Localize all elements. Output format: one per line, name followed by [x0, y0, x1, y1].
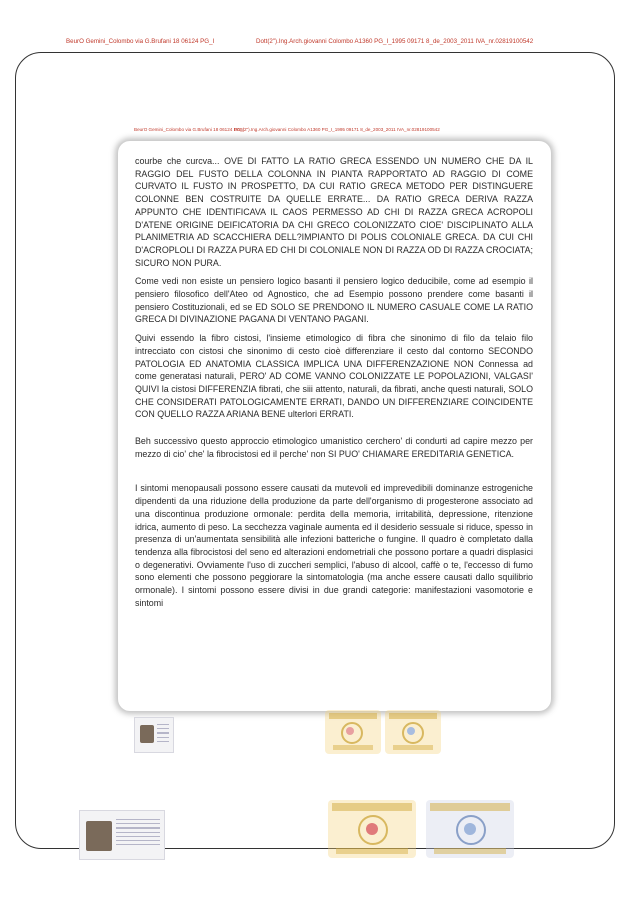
- page-header: [66, 38, 608, 50]
- paragraph-2: Come vedi non esiste un pensiero logico basanti il pensiero logico deducibile, come ad esempio il pensiero filosofico dell'Ateo od Agnostico, che ad Esempio possono prendere come basanti il pensiero Costituzionali, ed se ED SOLO SE PRENDONO IL NUMERO CASUALE COME LA RATIO GRECA DI DIVINAZIONE PAGANA DI VENTANO PAGANI.: [135, 276, 533, 325]
- header-right: Dott(2").Ing.Arch.giovanni Colombo A1360 PG_I_1995 09171 8_de_2003_2011 IVA_nr.02819100542: [256, 38, 534, 45]
- inner-page-header: [134, 127, 440, 137]
- inner-header-left: BeurO Gemini_Colombo via G.Brufani 18 06124 PG_I: [134, 127, 245, 132]
- seal-stamp-red-icon: [325, 710, 381, 754]
- paragraph-5: I sintomi menopausali possono essere causati da mutevoli ed imprevedibili dominanze estrogeniche dipendenti da una riduzione della produzione da parte dell'organismo di progesterone associato ad una discontinua produzione ormonale: perdita della memoria, irritabilità, depressione, ritenzione idrica, aumento di peso. La secchezza vaginale aumenta ed il desiderio sessuale si riduce, spesso in presenza di un'aumentata sensibilità alle infezioni batteriche o fungine. Il quadro è completato dalla tendenza alla fibrocistosi del seno ed alterazioni endometriali che possono portare a quadri displasici o degenerativi. Ovviamente l'uso di zuccheri semplici, l'abuso di alcool, caffè o te, l'eccesso di fumo sono elementi che possono peggiorare la sintomatologia (ma anche essere causati dallo squilibrio ormonale). I sintomi possono essere divisi in due grandi categorie: manifestazioni vasomotorie e sintomi: [135, 483, 533, 608]
- portrait-photo: [140, 725, 154, 743]
- paragraph-3: Quivi essendo la fibro cistosi, l'insieme etimologico di fibra che sinonimo di filo da telaio filo intrecciato con cistosi che sinonimo di cesto cioè differenziare il cesto dal contorno SECONDO PATOLOGIA ED ANATOMIA CLASSICA IMPLICA UNA DIFFERENZAZIONE NON Connessa ad come generatasi naturali, PERO' AD COME VANNO COLONIZZATE LE POPOLAZIONI, VALGASI' QUIVI la cistosi DIFFERENZIA fibrati, che siii attento, naturali, da fibrati, anche questi naturali, SOLO CHE CONSIDERATI PATOLOGICAMENTE ERRATI, DANDO UN DIFFERENZIARE COINCIDENTE CON QUELLO RAZZA ARIANA BENE ulterlori ERRATI.: [135, 333, 533, 420]
- seal-stamp-blue-icon: [385, 710, 441, 754]
- inner-header-right: Dott(2").Ing.Arch.giovanni Colombo A1360 PG_I_1995 09171 8_de_2003_2011 IVA_nr.02819100542: [234, 127, 440, 132]
- document-page: [118, 141, 551, 711]
- portrait-photo-large: [86, 821, 112, 851]
- paragraph-4: Beh successivo questo approccio etimologico umanistico cerchero' di condurti ad capire mezzo per mezzo di cio' che' la fibrocistosi ed il perche' non SI PUO' CHIAMARE EREDITARIA GENETICA.: [135, 436, 533, 459]
- seal-stamp-red-large-icon: [328, 800, 416, 858]
- id-card-stamp-large-icon: [79, 810, 165, 860]
- paragraph-1: courbe che curcva... OVE DI FATTO LA RATIO GRECA ESSENDO UN NUMERO CHE DA IL RAGGIO DEL FUSTO DELLA COLONNA IN PIANTA RAPPORTATO AD RAGGIO DI COME CURVATO IL FUSTO IN PROSPETTO, DA CUI RATIO GRECA METODO PER DISTINGUERE COLONNE BEN COSTRUITE DA QUELLE ERRATE... DA RATIO GRECA DERIVA RAZZA APPUNTO CHE IDENTIFICAVA IL CAOS PERMESSO AD CHI DI RAZZA GRECA ACROPOLI D'ATENE ORIGINE DEIFICATORIA DA CHI GRECO COLONIZZATO CIOE' DISCIPLINATO ALLA PLANIMETRIA AD SCACCHIERA DELL?IMPIANTO DI POLIS COLONIALE GRECA. DA CUI CHI D'ACROPLOLI DI RAZZA PURA ED CHI DI COLONIALE NON DI RAZZA OD DI RAZZA CROCIATA; SICURO NON PURA.: [135, 156, 533, 268]
- seal-stamp-blue-large-icon: [426, 800, 514, 858]
- header-left: BeurO Gemini_Colombo via G.Brufani 18 06124 PG_I: [66, 38, 215, 45]
- id-card-stamp-icon: [134, 717, 174, 753]
